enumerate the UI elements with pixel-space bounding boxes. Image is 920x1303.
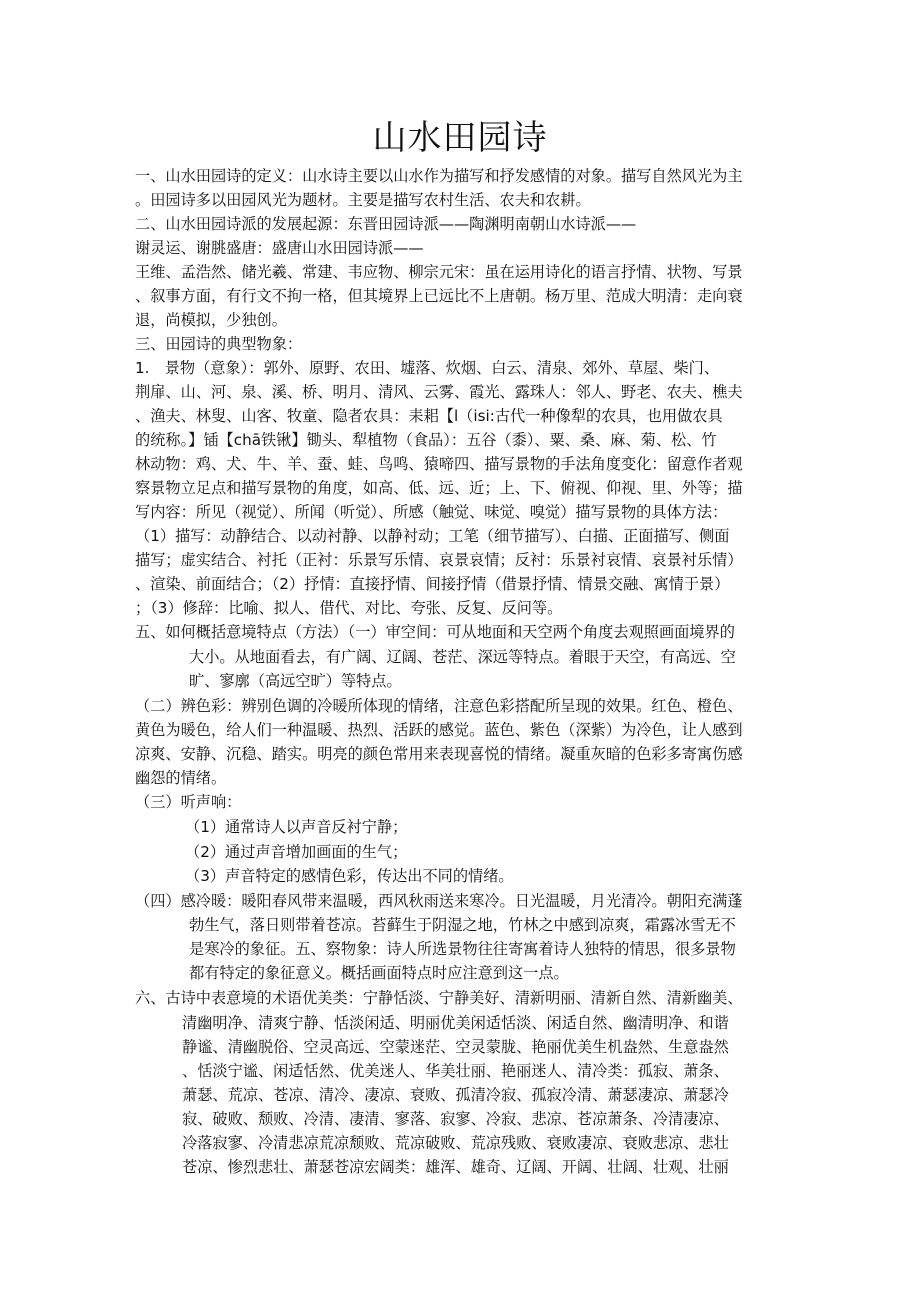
- text-line: 荆扉、山、河、泉、溪、桥、明月、清风、云雾、霞光、露珠人：邻人、野老、农夫、樵夫: [135, 383, 743, 401]
- text-line: （2）通过声音增加画面的生气；: [185, 843, 408, 861]
- text-line: 林动物：鸡、犬、牛、羊、蚕、蛙、鸟鸣、猿啼四、描写景物的手法角度变化：留意作者观: [135, 455, 743, 473]
- text-line: 、叙事方面，有行文不拘一格，但其境界上已远比不上唐朝。杨万里、范成大明清：走向衰: [135, 287, 743, 305]
- text-line: 凉爽、安静、沉稳、踏实。明亮的颜色常用来表现喜悦的情绪。凝重灰暗的色彩多寄寓伤感: [135, 745, 743, 763]
- text-line: 描写；虚实结合、衬托（正衬：乐景写乐情、哀景哀情；反衬：乐景衬哀情、哀景衬乐情）: [135, 551, 743, 569]
- text-line: 五、如何概括意境特点（方法）（一）审空间：可从地面和天空两个角度去观照画面境界的: [135, 623, 735, 641]
- text-line: 幽怨的情绪。: [135, 769, 227, 787]
- text-line: 大小。从地面看去，有广阔、辽阔、苍茫、深远等特点。着眼于天空，有高远、空: [189, 648, 736, 666]
- text-line: 冷落寂寥、冷清悲凉荒凉颓败、荒凉破败、荒凉残败、衰败凄凉、衰败悲凉、悲壮: [182, 1134, 729, 1152]
- text-line: 萧瑟、荒凉、苍凉、清冷、凄凉、衰败、孤清冷寂、孤寂冷清、萧瑟凄凉、萧瑟冷: [182, 1086, 729, 1104]
- text-line: 寂、破败、颓败、冷清、凄清、寥落、寂寥、冷寂、悲凉、苍凉萧条、冷清凄凉、: [182, 1110, 729, 1128]
- text-line: 二、山水田园诗派的发展起源：东晋田园诗派——陶渊明南朝山水诗派——: [135, 215, 637, 233]
- text-line: 勃生气，落日则带着苍凉。苔藓生于阴湿之地，竹林之中感到凉爽，霜露冰雪无不: [189, 916, 736, 934]
- text-line: 六、古诗中表意境的术语优美类：宁静恬淡、宁静美好、清新明丽、清新自然、清新幽美、: [135, 989, 743, 1007]
- text-line: 写内容：所见（视觉）、所闻（听觉）、所感（触觉、味觉、嗅觉）描写景物的具体方法：: [135, 503, 728, 521]
- text-line: 三、田园诗的典型物象：: [135, 335, 303, 353]
- text-line: （二）辨色彩：辨别色调的冷暖所体现的情绪，注意色彩搭配所呈现的效果。红色、橙色、: [135, 697, 743, 715]
- text-line: 、渔夫、林叟、山客、牧童、隐者农具：耒耜【l（isi:古代一种像犁的农具，也用做农具: [135, 407, 723, 425]
- text-line: （3）声音特定的感情色彩，传达出不同的情绪。: [185, 867, 514, 885]
- text-line: 王维、孟浩然、储光羲、常建、韦应物、柳宗元宋：虽在运用诗化的语言抒情、状物、写景: [135, 263, 743, 281]
- text-line: 退，尚模拟，少独创。: [135, 311, 287, 329]
- text-line: 苍凉、惨烈悲壮、萧瑟苍凉宏阔类：雄浑、雄奇、辽阔、开阔、壮阔、壮观、壮丽: [182, 1158, 729, 1176]
- text-line: 1. 景物（意象）：郭外、原野、农田、墟落、炊烟、白云、清泉、郊外、草屋、柴门、: [135, 359, 720, 377]
- text-line: 黄色为暖色，给人们一种温暖、热烈、活跃的感觉。蓝色、紫色（深紫）为冷色，让人感到: [135, 721, 743, 739]
- text-line: 察景物立足点和描写景物的角度，如高、低、远、近；上、下、俯视、仰视、里、外等；描: [135, 479, 743, 497]
- text-line: 谢灵运、谢朓盛唐：盛唐山水田园诗派——: [135, 239, 424, 257]
- text-line: （1）通常诗人以声音反衬宁静；: [185, 818, 408, 836]
- text-line: （四）感冷暖：暖阳春风带来温暖，西风秋雨送来寒冷。日光温暖，月光清冷。朝阳充满蓬: [135, 892, 743, 910]
- text-line: 的统称。】锸【chā铁锹】锄头、犁植物（食品）：五谷（黍）、粟、桑、麻、菊、松、竹: [135, 431, 717, 449]
- text-line: 一、山水田园诗的定义：山水诗主要以山水作为描写和抒发感情的对象。描写自然风光为主: [135, 167, 743, 185]
- text-line: 、渲染、前面结合；（2）抒情：直接抒情、间接抒情（借景抒情、情景交融、寓情于景）: [135, 575, 730, 593]
- text-line: （三）听声响：: [135, 793, 242, 811]
- text-line: 、恬淡宁谧、闲适恬然、优美迷人、华美壮丽、艳丽迷人、清冷类：孤寂、萧条、: [182, 1062, 729, 1080]
- text-line: 。田园诗多以田园风光为题材。主要是描写农村生活、农夫和农耕。: [135, 191, 591, 209]
- text-line: （1）描写：动静结合、以动衬静、以静衬动；工笔（细节描写）、白描、正面描写、侧面: [135, 527, 730, 545]
- text-line: 都有特定的象征意义。概括画面特点时应注意到这一点。: [189, 964, 569, 982]
- text-line: 清幽明净、清爽宁静、恬淡闲适、明丽优美闲适恬淡、闲适自然、幽清明净、和谐: [182, 1014, 729, 1032]
- text-line: 是寒冷的象征。五、察物象：诗人所选景物往往寄寓着诗人独特的情思，很多景物: [189, 940, 736, 958]
- text-line: 旷、寥廓（高远空旷）等特点。: [189, 672, 402, 690]
- text-line: ；（3）修辞：比喻、拟人、借代、对比、夸张、反复、反问等。: [135, 599, 563, 617]
- text-line: 静谧、清幽脱俗、空灵高远、空蒙迷茫、空灵蒙胧、艳丽优美生机盎然、生意盎然: [182, 1038, 729, 1056]
- page-title: 山水田园诗: [372, 118, 548, 158]
